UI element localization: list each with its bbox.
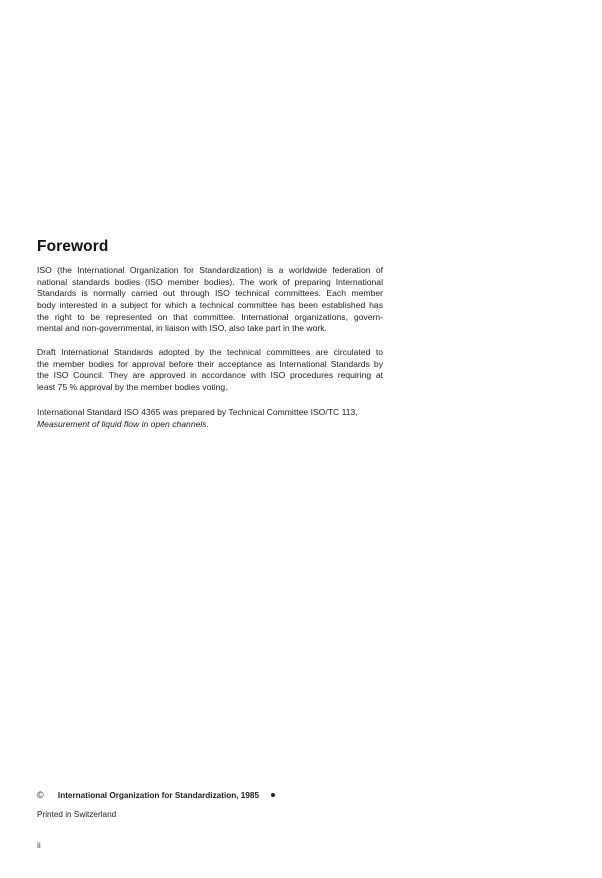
text-line: body interested in a subject for which a technical committee has been established has (37, 300, 383, 311)
paragraph-iso-intro (37, 265, 383, 335)
copyright-text: International Organization for Standardization, 1985 (57, 791, 259, 800)
copyright-icon: © (37, 790, 44, 800)
text-line: the member bodies for approval before their acceptance as International Standards by (37, 358, 383, 369)
text-line: International Standard ISO 4365 was prepared by Technical Committee ISO/TC 113, (37, 407, 358, 417)
page-number: ii (37, 840, 41, 850)
bullet-icon (271, 793, 275, 797)
paragraph-standard-prepared (37, 407, 383, 430)
text-line: Standards is normally carried out through ISO technical committees. Each member (37, 288, 383, 299)
text-line: Draft International Standards adopted by the technical committees are circulated to (37, 347, 383, 357)
text-line: national standards bodies (ISO member bodies). The work of preparing International (37, 276, 383, 287)
text-line: the right to be represented on that committee. International organizations, govern- (37, 311, 383, 322)
text-line: least 75 % approval by the member bodies voting. (37, 382, 228, 393)
text-line: the ISO Council. They are approved in accordance with ISO procedures requiring at (37, 370, 383, 381)
text-line: ISO (the International Organization for Standardization) is a worldwide federation of (37, 265, 383, 275)
copyright-notice (37, 790, 275, 800)
text-line: mental and non-governmental, in liaison with ISO, also take part in the work. (37, 323, 327, 334)
paragraph-draft-standards (37, 347, 383, 394)
committee-title: Measurement of liquid flow in open channels. (37, 418, 209, 429)
printed-location: Printed in Switzerland (37, 810, 117, 819)
page-title: Foreword (37, 238, 109, 255)
